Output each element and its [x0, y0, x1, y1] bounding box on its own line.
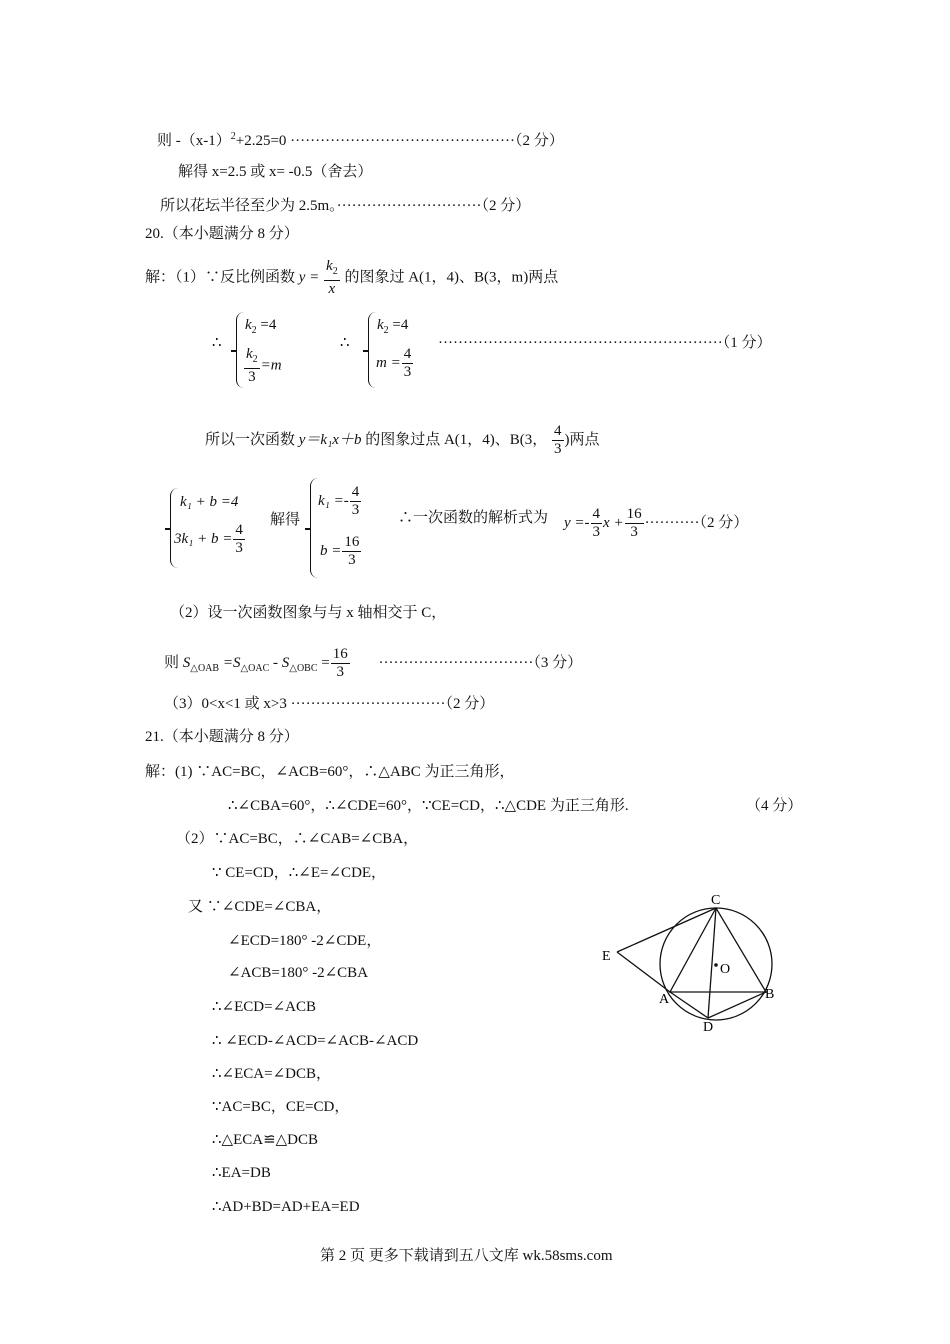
x-plus: x + — [603, 514, 624, 531]
circle-triangle-figure — [595, 888, 805, 1038]
denominator: 3 — [351, 502, 360, 518]
label-b: B — [765, 987, 775, 1002]
text: 的图象过点 A(1，4)、B(3， — [365, 431, 548, 448]
numerator: 4 — [554, 423, 562, 439]
question-20-title: 20.（本小题满分 8 分） — [145, 226, 299, 242]
numerator: 4 — [403, 346, 412, 362]
k-var: k — [326, 258, 333, 274]
solve-label: 解得 — [270, 512, 301, 528]
denominator: 3 — [403, 364, 412, 380]
q21-p2-line: ∴∠ECD=∠ACB — [212, 999, 316, 1015]
q21-line-1: 解：(1) ∵AC=BC，∠ACB=60°，∴△ABC 为正三角形， — [145, 764, 515, 780]
sys2-row2 — [376, 346, 414, 381]
numerator: 4 — [235, 522, 243, 538]
q20-intro-tail: 的图象过 A(1，4)、B(3，m)两点 — [344, 269, 559, 286]
score-dots: ·························································（1 分） — [438, 335, 772, 351]
numerator: 4 — [351, 484, 360, 500]
q21-p2-line: （2）∵AC=BC，∴∠CAB=∠CBA， — [176, 831, 419, 847]
s-var: =S — [222, 654, 241, 671]
eq-prefix: 则 -（x-1） — [157, 133, 231, 149]
segment-ec — [617, 908, 716, 952]
sys1-r1-rhs: =4 — [260, 317, 277, 333]
part-3-line: （3）0<x<1 或 x>3 ·······························（2 分） — [164, 696, 495, 712]
y-eq: y =- — [564, 514, 590, 531]
area-equation — [164, 646, 582, 681]
label-c: C — [711, 893, 721, 908]
denominator: 3 — [630, 524, 638, 540]
text: 所以一次函数 — [205, 431, 296, 448]
q21-p2-line: ∠ECD=180° -2∠CDE， — [228, 933, 382, 949]
sys3-row2 — [174, 522, 246, 557]
k-sub: 2 — [332, 266, 338, 277]
sys1-row1: $k_2 =4$ — [245, 317, 277, 336]
therefore-symbol: ∴ — [340, 335, 350, 351]
page-footer: 第 2 页 更多下载请到五八文库 wk.58sms.com — [320, 1248, 613, 1264]
denominator: 3 — [348, 552, 356, 568]
exponent: 2 — [230, 131, 236, 142]
question-21-title: 21.（本小题满分 8 分） — [145, 729, 299, 745]
label-a: A — [659, 992, 670, 1007]
text: )两点 — [564, 431, 600, 448]
denominator: 3 — [248, 369, 256, 385]
score: （4 分） — [746, 798, 803, 814]
q20-intro — [145, 258, 558, 298]
s-var: S — [182, 654, 191, 671]
subscript: △OAB — [190, 662, 220, 674]
q21-p2-line: ∴∠ECA=∠DCB， — [212, 1066, 331, 1082]
numerator: 16 — [626, 506, 642, 522]
q20-intro-text: 解：（1）∵反比例函数 — [145, 269, 296, 286]
text: ∴一次函数的解析式为 — [398, 510, 549, 526]
q21-p2-line: ∠ACB=180° -2∠CBA — [228, 965, 369, 981]
subscript: △OAC — [240, 662, 270, 674]
label-o: O — [720, 962, 731, 977]
linear-function-line — [205, 423, 600, 458]
k2-over-x — [324, 258, 340, 298]
sys1-r2-rhs: =m — [260, 357, 282, 374]
q21-p2-line: ∴ ∠ECD-∠ACD=∠ACB-∠ACD — [212, 1033, 419, 1049]
denominator: 3 — [235, 540, 243, 556]
k1-lhs: k₁ =- — [318, 492, 349, 509]
sys3-row1: k₁ + b =4 — [180, 494, 239, 510]
sys1-row2: $\frac{k_2}{3}$ =m — [246, 346, 282, 385]
m-var: m = — [376, 354, 401, 371]
q21-p2-line: ∴EA=DB — [212, 1165, 271, 1181]
sys4-row1 — [318, 484, 362, 519]
segment-bd — [708, 992, 766, 1018]
s-var: - S — [273, 654, 290, 671]
sys4-row2 — [320, 534, 362, 569]
segment-ea — [617, 952, 670, 992]
solution-line: 解得 x=2.5 或 x= -0.5（舍去） — [178, 164, 373, 180]
center-point — [714, 963, 718, 967]
score-dots: ·······························（3 分） — [378, 654, 583, 671]
q21-p2-line: ∵ CE=CD，∴∠E=∠CDE， — [212, 865, 387, 881]
equals: = — [321, 654, 330, 671]
x-var: x — [328, 281, 336, 297]
segment-ad — [670, 992, 708, 1018]
numerator: 4 — [592, 506, 601, 522]
denominator: 3 — [336, 664, 344, 680]
q21-line-2: ∴∠CBA=60°，∴∠CDE=60°，∵CE=CD，∴△CDE 为正三角形. — [228, 798, 629, 814]
equation-line — [157, 127, 564, 151]
segment-cd — [708, 908, 716, 1018]
function-result — [398, 508, 548, 528]
label-d: D — [703, 1020, 714, 1035]
sys2-r1-rhs: =4 — [392, 317, 409, 333]
sys2-row1: $k_2 =4$ — [377, 317, 409, 336]
y-var: y = — [298, 269, 320, 286]
numerator: 16 — [332, 646, 348, 662]
conclusion-line: 所以花坛半径至少为 2.5m。·····························（2 分） — [160, 198, 531, 214]
b-lhs: b = — [320, 542, 342, 559]
eq-suffix: +2.25=0 ·············································（2 分） — [235, 133, 564, 149]
q21-p2-line: ∴AD+BD=AD+EA=ED — [212, 1199, 360, 1215]
denominator: 3 — [592, 524, 601, 540]
therefore-symbol: ∴ — [212, 335, 222, 351]
q21-p2-line: 又 ∵∠CDE=∠CBA， — [188, 899, 332, 915]
numerator: 16 — [344, 534, 360, 550]
subscript: △OBC — [289, 662, 318, 674]
denominator: 3 — [554, 441, 562, 457]
label-e: E — [602, 949, 611, 964]
part-2-line: （2）设一次函数图象与与 x 轴相交于 C， — [170, 605, 447, 621]
text: 则 — [164, 654, 180, 671]
linear-expr: y＝k₁x＋b — [298, 431, 362, 448]
k-var: k — [246, 346, 253, 362]
q21-p2-line: ∴△ECA≌△DCB — [212, 1132, 319, 1148]
score-dots: ···········（2 分） — [644, 514, 749, 531]
sys3-lhs: 3k₁ + b = — [174, 530, 233, 547]
function-expression — [564, 506, 748, 541]
q21-p2-line: ∵AC=BC，CE=CD， — [212, 1099, 350, 1115]
